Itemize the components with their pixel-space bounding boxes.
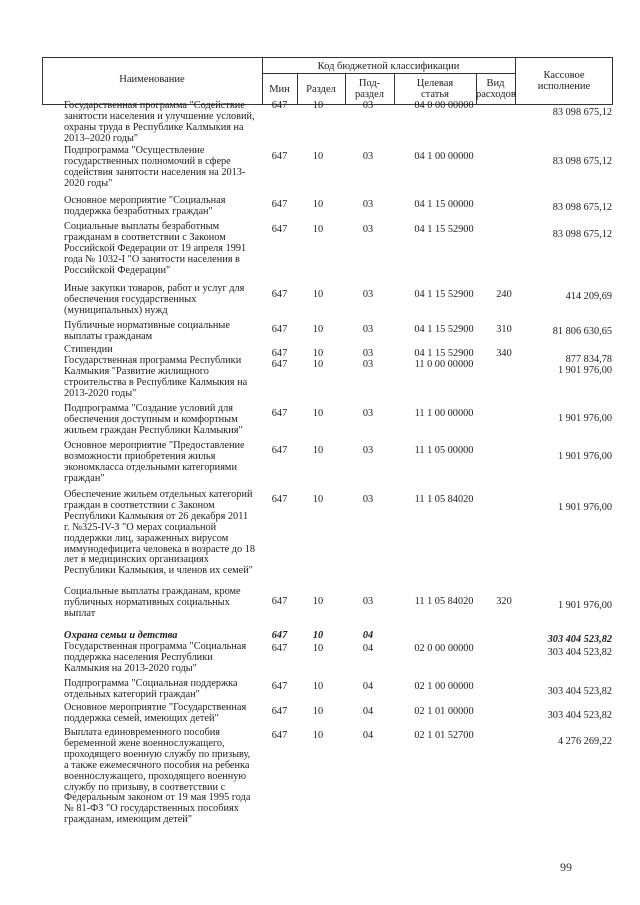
row-razdel-code: 10 (312, 359, 324, 370)
row-min-code: 647 (271, 643, 288, 654)
row-podrazdel-code: 04 (362, 681, 374, 692)
row-razdel-code: 10 (312, 100, 324, 111)
row-name: Стипендии (64, 344, 113, 355)
row-podrazdel-code: 04 (362, 630, 374, 641)
row-target-article: 11 0 00 00000 (414, 359, 474, 370)
row-target-article: 04 1 15 52900 (414, 348, 474, 359)
row-target-article: 02 1 01 52700 (414, 730, 474, 741)
row-podrazdel-code: 03 (362, 100, 374, 111)
row-min-code: 647 (271, 151, 288, 162)
header-razdel: Раздел (306, 84, 336, 95)
row-target-article: 04 1 15 52900 (414, 324, 474, 335)
row-name: Социальные выплаты гражданам, кроме публичных нормативных социальных выплат (64, 586, 241, 619)
header-target-article: Целевая статья (416, 78, 454, 100)
row-min-code: 647 (271, 408, 288, 419)
row-target-article: 04 0 00 00000 (414, 100, 474, 111)
row-target-article: 02 1 01 00000 (414, 706, 474, 717)
row-amount: 83 098 675,12 (552, 202, 612, 213)
row-razdel-code: 10 (312, 630, 324, 641)
row-target-article: 04 1 15 52900 (414, 289, 474, 300)
row-name: Основное мероприятие "Государственная поддержка семей, имеющих детей" (64, 702, 247, 724)
row-name: Основное мероприятие "Социальная поддержка безработных граждан" (64, 195, 226, 217)
row-amount: 81 806 630,65 (552, 326, 612, 337)
row-amount: 1 901 976,00 (557, 365, 612, 376)
row-target-article: 11 1 05 84020 (414, 596, 474, 607)
row-podrazdel-code: 04 (362, 706, 374, 717)
row-name: Социальные выплаты безработным гражданам в соответствии с Законом Российской Федерации от 19 апреля 1991 года № 1032-I "О занятости населения в Российской Федерации" (64, 221, 247, 276)
row-min-code: 647 (271, 199, 288, 210)
row-min-code: 647 (271, 224, 288, 235)
row-podrazdel-code: 03 (362, 348, 374, 359)
row-min-code: 647 (271, 730, 288, 741)
row-amount: 414 209,69 (565, 291, 612, 302)
row-amount: 1 901 976,00 (557, 600, 612, 611)
header-amount: Кассовое исполнение (537, 70, 591, 92)
row-amount: 1 901 976,00 (557, 413, 612, 424)
row-amount: 303 404 523,82 (547, 634, 612, 645)
row-min-code: 647 (271, 348, 288, 359)
row-target-article: 11 1 05 00000 (414, 445, 474, 456)
row-target-article: 02 0 00 00000 (414, 643, 474, 654)
header-code-group: Код бюджетной классификации (317, 61, 460, 72)
row-expense-type: 320 (496, 596, 512, 607)
row-name: Публичные нормативные социальные выплаты гражданам (64, 320, 230, 342)
row-razdel-code: 10 (312, 596, 324, 607)
row-razdel-code: 10 (312, 348, 324, 359)
row-min-code: 647 (271, 596, 288, 607)
header-expense-type: Вид расходов (476, 78, 516, 100)
row-razdel-code: 10 (312, 324, 324, 335)
row-target-article: 11 1 05 84020 (414, 494, 474, 505)
row-podrazdel-code: 03 (362, 359, 374, 370)
row-min-code: 647 (271, 445, 288, 456)
row-expense-type: 340 (496, 348, 512, 359)
header-min: Мин (269, 84, 290, 95)
row-target-article: 11 1 00 00000 (414, 408, 474, 419)
row-razdel-code: 10 (312, 289, 324, 300)
row-min-code: 647 (271, 494, 288, 505)
row-razdel-code: 10 (312, 706, 324, 717)
row-podrazdel-code: 03 (362, 494, 374, 505)
page-number: 99 (560, 860, 572, 874)
row-name: Иные закупки товаров, работ и услуг для обеспечения государственных (муниципальных) нужд (64, 283, 245, 316)
row-amount: 4 276 269,22 (557, 736, 612, 747)
row-min-code: 647 (271, 681, 288, 692)
row-amount: 83 098 675,12 (552, 107, 612, 118)
row-amount: 1 901 976,00 (557, 502, 612, 513)
row-name: Подпрограмма "Осуществление государственных полномочий в сфере содействия занятости населения на 2013- 2020 годы" (64, 145, 246, 189)
row-amount: 83 098 675,12 (552, 156, 612, 167)
row-podrazdel-code: 03 (362, 408, 374, 419)
row-expense-type: 310 (496, 324, 512, 335)
row-razdel-code: 10 (312, 643, 324, 654)
row-name: Подпрограмма "Социальная поддержка отдельных категорий граждан" (64, 678, 238, 700)
row-min-code: 647 (271, 324, 288, 335)
row-razdel-code: 10 (312, 681, 324, 692)
row-name: Государственная программа "Социальная поддержка населения Республики Калмыкия на 2013-2020 годы" (64, 641, 247, 674)
row-podrazdel-code: 03 (362, 289, 374, 300)
row-podrazdel-code: 03 (362, 224, 374, 235)
row-podrazdel-code: 03 (362, 199, 374, 210)
header-podrazdel: Под- раздел (354, 78, 385, 100)
row-podrazdel-code: 03 (362, 445, 374, 456)
row-razdel-code: 10 (312, 730, 324, 741)
row-target-article: 04 1 15 52900 (414, 224, 474, 235)
row-razdel-code: 10 (312, 224, 324, 235)
row-min-code: 647 (271, 289, 288, 300)
row-razdel-code: 10 (312, 445, 324, 456)
row-name: Государственная программа Республики Калмыкия "Развитие жилищного строительства в Республике Калмыкия на 2013-2020 годы" (64, 355, 248, 399)
row-expense-type: 240 (496, 289, 512, 300)
row-razdel-code: 10 (312, 494, 324, 505)
row-podrazdel-code: 03 (362, 596, 374, 607)
row-name: Государственная программа "Содействие занятости населения и улучшение условий, охраны труда в Республике Калмыкия на 2013–2020 годы" (64, 100, 255, 144)
row-target-article: 04 1 00 00000 (414, 151, 474, 162)
row-name: Охрана семьи и детства (64, 630, 178, 641)
row-podrazdel-code: 04 (362, 730, 374, 741)
row-podrazdel-code: 03 (362, 324, 374, 335)
row-min-code: 647 (271, 359, 288, 370)
row-amount: 83 098 675,12 (552, 229, 612, 240)
row-name: Обеспечение жильем отдельных категорий граждан в соответствии с Законом Республики Калмыкия от 26 декабря 2011 г. №325-IV-З "О мерах социальной поддержки лиц, зараженных вирусом иммунодефицита человека в возрасте до 18 лет в медицинских организациях Республики Калмыкия, и членов их семей" (64, 489, 255, 577)
row-amount: 303 404 523,82 (547, 686, 612, 697)
row-min-code: 647 (271, 100, 288, 111)
row-name: Основное мероприятие "Предоставление возможности приобретения жилья экономкласса отдельными категориями граждан" (64, 440, 245, 484)
row-amount: 303 404 523,82 (547, 647, 612, 658)
row-name: Выплата единовременного пособия беременной жене военнослужащего, проходящего военную службу по призыву, а также ежемесячного пособия на ребенка военнослужащего, проходящего военную службу по призыву, в соответствии с Федеральным законом от 19 мая 1995 года № 81-ФЗ "О государственных пособиях гражданам, имеющим детей" (64, 727, 251, 826)
row-amount: 303 404 523,82 (547, 710, 612, 721)
row-razdel-code: 10 (312, 151, 324, 162)
row-target-article: 02 1 00 00000 (414, 681, 474, 692)
row-target-article: 04 1 15 00000 (414, 199, 474, 210)
row-amount: 877 834,78 (565, 354, 612, 365)
row-podrazdel-code: 04 (362, 643, 374, 654)
header-divider (262, 73, 515, 74)
row-min-code: 647 (271, 706, 288, 717)
row-min-code: 647 (271, 630, 288, 641)
row-razdel-code: 10 (312, 199, 324, 210)
row-razdel-code: 10 (312, 408, 324, 419)
row-amount: 1 901 976,00 (557, 451, 612, 462)
row-name: Подпрограмма "Создание условий для обеспечения доступным и комфортным жильем граждан Республики Калмыкия" (64, 403, 243, 436)
row-podrazdel-code: 03 (362, 151, 374, 162)
header-name: Наименование (119, 74, 185, 85)
